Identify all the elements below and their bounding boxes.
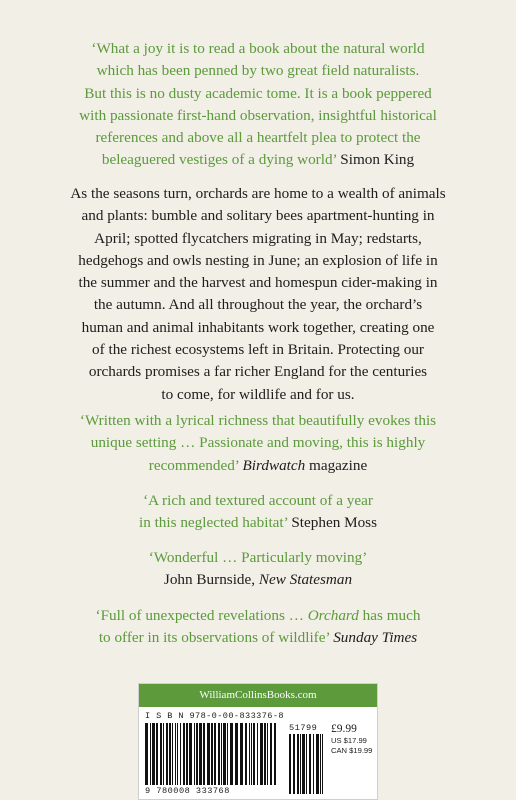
quote-attribution: John Burnside, xyxy=(163,571,259,589)
blurb-line: April; spotted flycatchers migrating in May; redstarts, xyxy=(94,229,422,247)
quote-source-suffix: magazine xyxy=(305,456,368,474)
quote-birdwatch xyxy=(40,410,476,477)
quote-line: ‘Written with a lyrical richness that beautifully evokes this xyxy=(79,412,437,429)
quote-last-line xyxy=(40,627,476,649)
blurb-line: hedgehogs and owls nesting in June; an explosion of life in xyxy=(78,251,438,269)
quote-line: ‘Wonderful … Particularly moving’ xyxy=(148,549,368,566)
quote-last-line xyxy=(40,512,476,534)
quote-line: recommended’ xyxy=(148,456,239,474)
price-can: CAN $19.99 xyxy=(331,746,373,755)
quote-book-title: Orchard xyxy=(307,607,359,624)
blurb-line: the autumn. And all throughout the year, the orchard’s xyxy=(93,296,423,314)
quote-line xyxy=(40,605,476,627)
publisher-url: WilliamCollinsBooks.com xyxy=(139,684,377,707)
quote-text: has much xyxy=(358,607,421,624)
quote-line: ‘What a joy it is to read a book about the natural world xyxy=(91,40,425,57)
quote-line: which has been penned by two great field naturalists. xyxy=(96,62,420,80)
blurb-line: and plants: bumble and solitary bees apartment-hunting in xyxy=(81,207,435,225)
addon-number: 51799 xyxy=(289,723,318,733)
addon-barcode-icon xyxy=(289,734,327,794)
quote-sunday-times xyxy=(40,605,476,650)
quote-source-publication: Birdwatch xyxy=(242,456,306,474)
quote-source-publication: New Statesman xyxy=(258,571,353,589)
quote-attribution: Stephen Moss xyxy=(291,514,378,532)
quote-line: But this is no dusty academic tome. It is a book peppered xyxy=(84,84,432,102)
quote-line: with passionate first-hand observation, insightful historical xyxy=(79,106,437,124)
ean-barcode-icon xyxy=(145,723,281,785)
quote-simon-king xyxy=(40,38,476,172)
quote-last-line xyxy=(40,149,476,171)
quote-line: ‘A rich and textured account of a year xyxy=(143,492,373,509)
quote-attribution: Simon King xyxy=(340,151,415,169)
quote-stephen-moss xyxy=(40,490,476,535)
blurb-line: to come, for wildlife and for us. xyxy=(161,385,355,403)
blurb-line: the summer and the harvest and homespun cider-making in xyxy=(78,274,438,292)
quote-line: unique setting … Passionate and moving, this is highly xyxy=(90,434,426,452)
quote-text: ‘Full of unexpected revelations … xyxy=(95,607,308,624)
book-blurb xyxy=(40,183,476,406)
isbn-label: I S B N 978-0-00-833376-8 xyxy=(145,711,284,721)
barcode-panel xyxy=(138,683,378,800)
quote-last-line xyxy=(40,455,476,477)
quote-line: references and above all a heartfelt plea to protect the xyxy=(95,129,421,147)
ean-digits: 9 780008 333768 xyxy=(145,786,230,796)
quote-source-publication: Sunday Times xyxy=(333,629,418,647)
quote-line: to offer in its observations of wildlife’ xyxy=(98,629,330,647)
price-uk: £9.99 xyxy=(331,723,357,735)
blurb-line: As the seasons turn, orchards are home to a wealth of animals xyxy=(70,185,446,202)
quote-line: beleaguered vestiges of a dying world’ xyxy=(101,151,337,169)
price-list xyxy=(331,723,372,756)
quote-line: in this neglected habitat’ xyxy=(138,514,288,532)
price-us: US $17.99 xyxy=(331,736,367,745)
quote-new-statesman xyxy=(40,547,476,592)
blurb-line: human and animal inhabitants work together, creating one xyxy=(81,318,435,336)
blurb-line: of the richest ecosystems left in Britain. Protecting our xyxy=(92,341,424,359)
quote-attribution-line xyxy=(40,569,476,591)
blurb-line: orchards promises a far richer England for the centuries xyxy=(88,363,428,381)
